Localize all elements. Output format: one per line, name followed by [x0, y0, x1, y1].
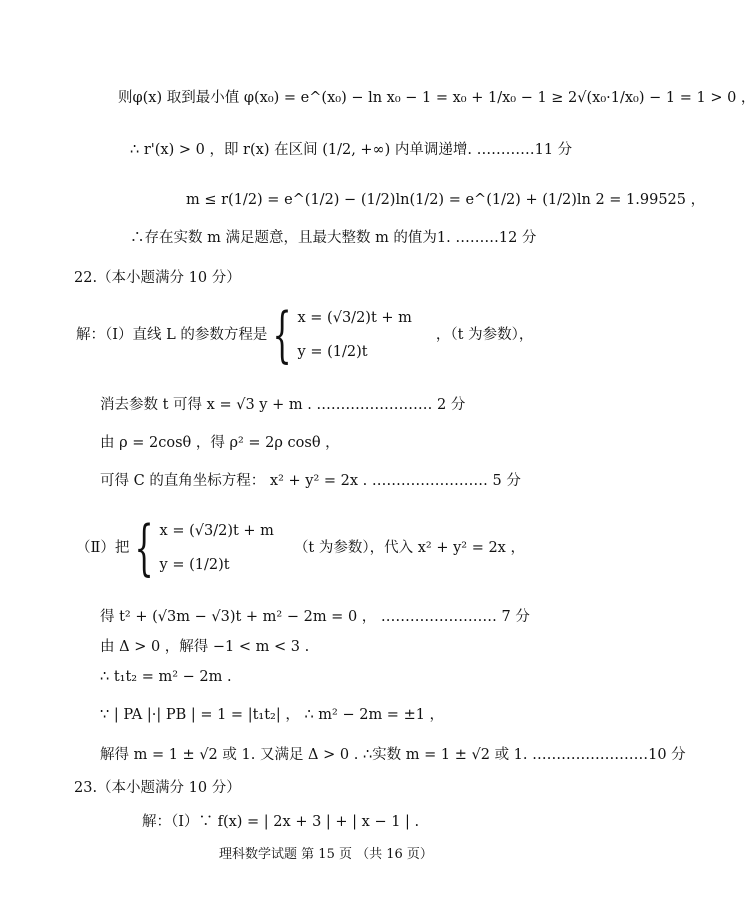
param-eq-y: y = (1/2)t	[159, 556, 230, 573]
solution-line-7: 消去参数 t 可得 x = √3 y + m . …………………… 2 分	[100, 397, 466, 413]
param-eq-x: x = (√3/2)t + m	[159, 522, 274, 539]
question-22-header: 22.（本小题满分 10 分）	[74, 270, 241, 286]
part1-prefix: 解：（Ⅰ）直线 L 的参数方程是	[76, 327, 268, 343]
param-eq-x: x = (√3/2)t + m	[297, 310, 412, 326]
brace-symbol: {	[272, 300, 292, 370]
solution-line-15: 解得 m = 1 ± √2 或 1. 又满足 Δ > 0 . ∴实数 m = 1 ± √2 或 1. ……………………10 分	[100, 747, 686, 763]
solution-line-3: m ≤ r(1/2) = e^(1/2) − (1/2)ln(1/2) = e^(1/2) + (1/2)ln 2 = 1.99525 ，	[186, 192, 706, 208]
solution-line-12: 由 Δ > 0 ，解得 −1 < m < 3 .	[100, 639, 310, 655]
question-23-header: 23.（本小题满分 10 分）	[74, 780, 241, 796]
param-eq-y: y = (1/2)t	[297, 344, 368, 360]
solution-line-14: ∵ | PA |·| PB | = 1 = |t₁t₂| ， ∴ m² − 2m = ±1 ，	[100, 707, 445, 723]
solution-line-2: ∴ r'(x) > 0 ，即 r(x) 在区间 (1/2, +∞) 内单调递增. …………11 分	[130, 142, 573, 158]
solution-line-4: ∴存在实数 m 满足题意，且最大整数 m 的值为1. ………12 分	[130, 230, 537, 246]
page-footer: 理科数学试题 第 15 页 （共 16 页）	[219, 847, 433, 862]
solution-line-13: ∴ t₁t₂ = m² − 2m .	[100, 669, 232, 685]
parametric-system-1	[298, 301, 412, 369]
solution-22-part2	[76, 510, 525, 585]
solution-line-8: 由 ρ = 2cosθ ，得 ρ² = 2ρ cosθ ，	[100, 435, 340, 451]
parametric-system-2	[160, 514, 274, 582]
solution-line-11: 得 t² + (√3m − √3)t + m² − 2m = 0 ， …………………… 7 分	[100, 609, 530, 625]
solution-line-17: 解：（Ⅰ）∵ f(x) = | 2x + 3 | + | x − 1 | .	[142, 814, 420, 830]
part2-prefix: （Ⅱ）把	[76, 539, 130, 556]
part2-suffix: （t 为参数），代入 x² + y² = 2x ，	[293, 539, 525, 556]
part1-suffix: ，（t 为参数），	[435, 327, 534, 343]
solution-22-part1	[76, 300, 533, 370]
solution-line-9: 可得 C 的直角坐标方程： x² + y² = 2x . …………………… 5 分	[100, 473, 521, 489]
solution-line-1: 则φ(x) 取到最小值 φ(x₀) = e^(x₀) − ln x₀ − 1 = x₀ + 1/x₀ − 1 ≥ 2√(x₀·1/x₀) − 1 = 1 > 0 ，	[118, 90, 755, 106]
brace-symbol: {	[134, 512, 154, 583]
